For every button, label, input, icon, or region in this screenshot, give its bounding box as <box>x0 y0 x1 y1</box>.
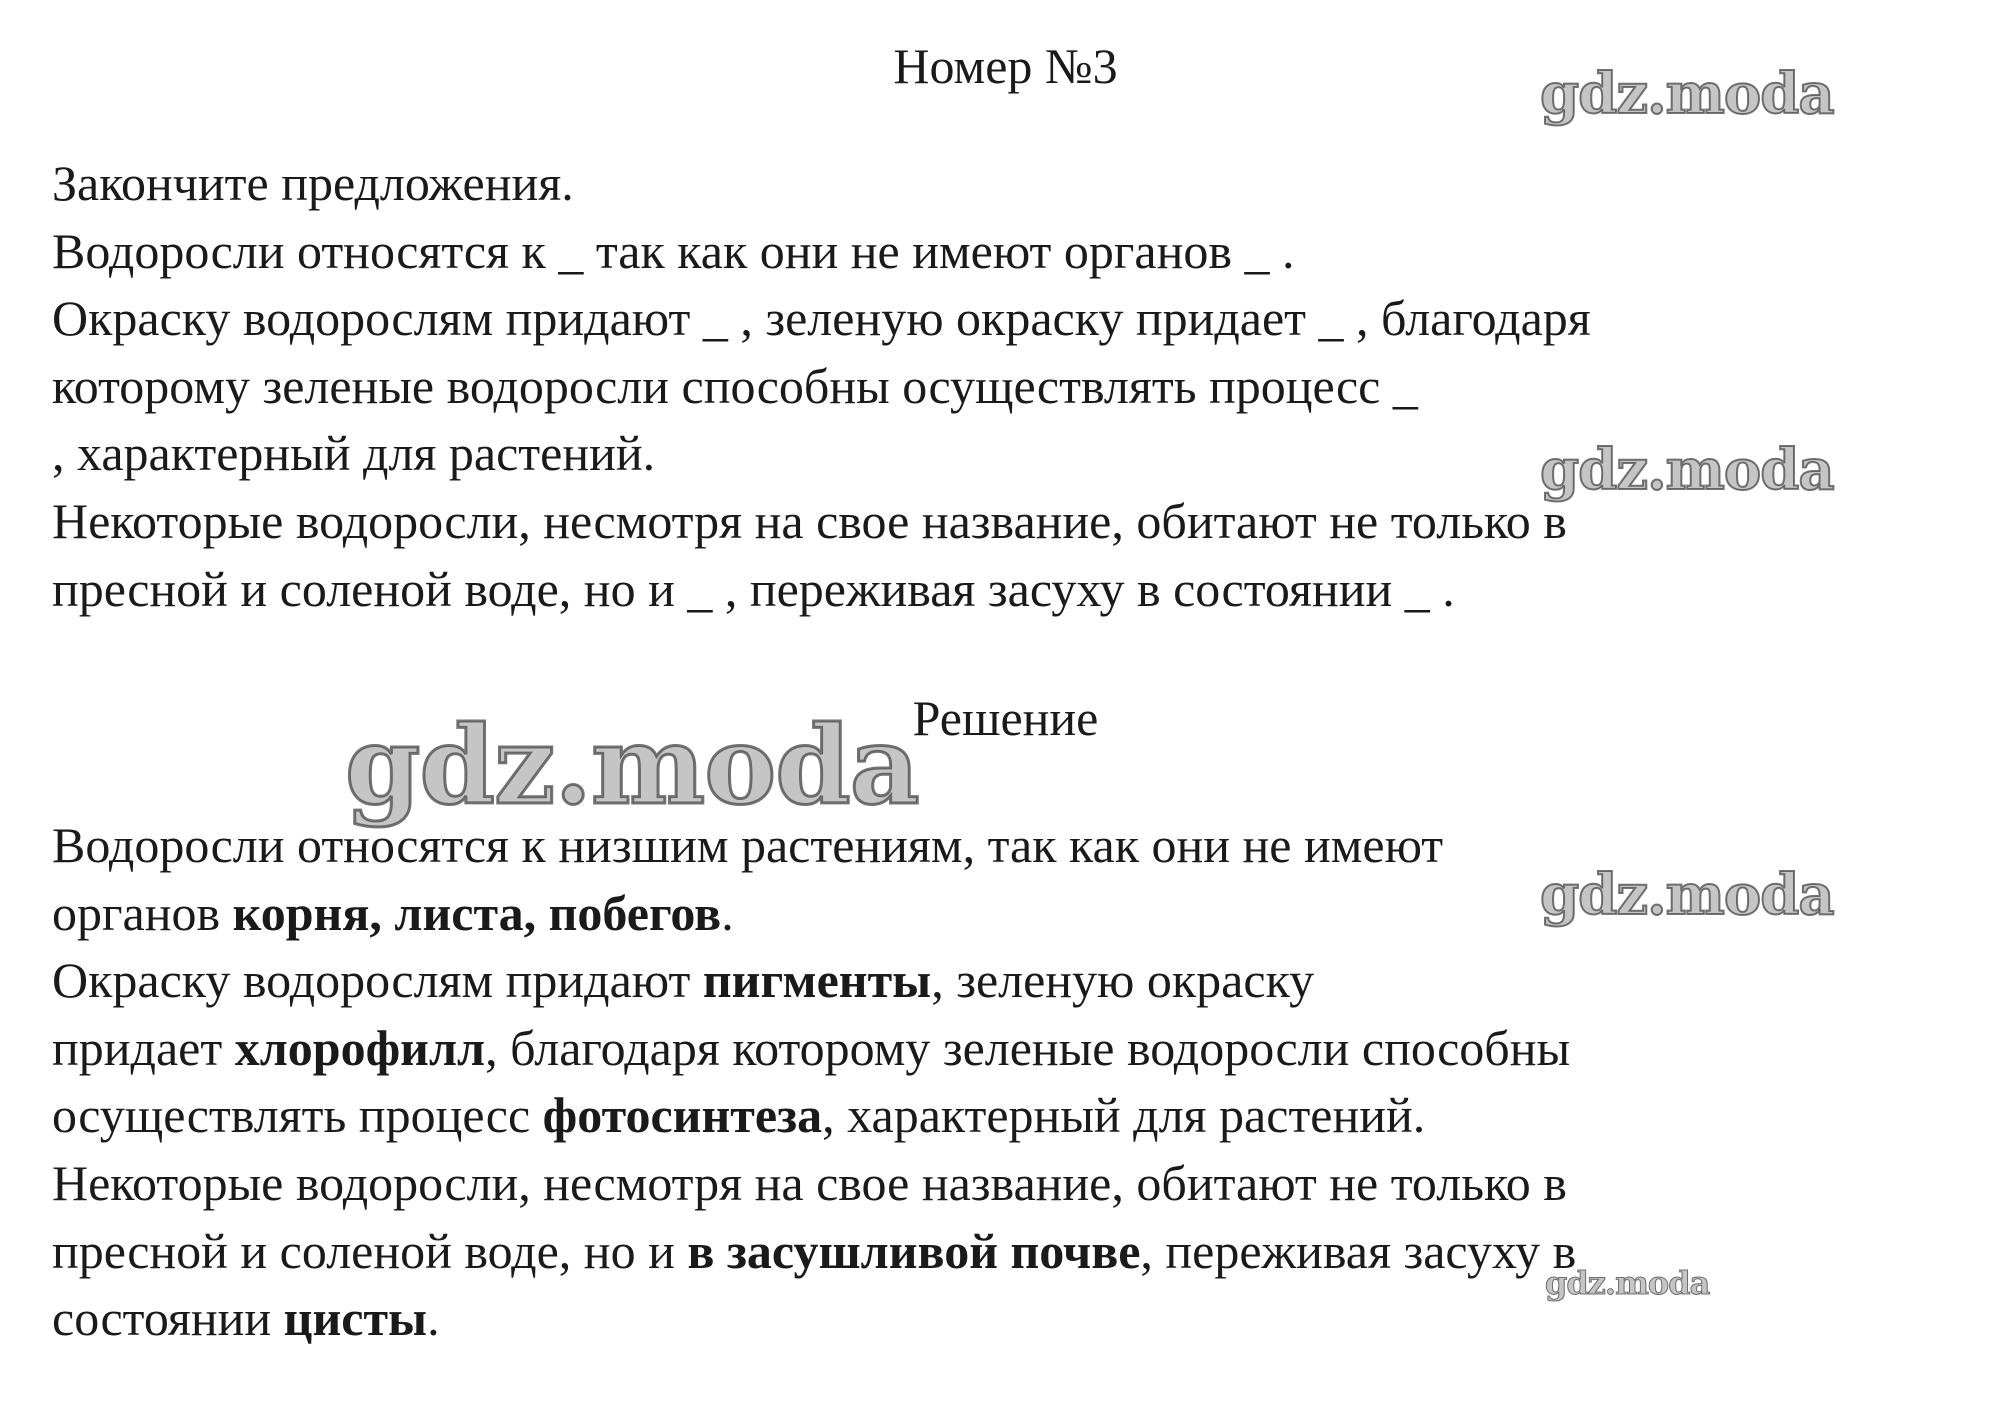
solution-line: Водоросли относятся к низшим растениям, так как они не имеют <box>52 817 1444 873</box>
task-line: Водоросли относятся к _ так как они не имеют органов _ . <box>52 222 1295 279</box>
solution-line <box>52 1082 1972 1150</box>
solution-text-plain: осуществлять процесс <box>52 1087 543 1144</box>
answer-dry-soil: в засушливой почве <box>687 1222 1141 1279</box>
answer-cysts: цисты <box>283 1290 428 1347</box>
solution-line <box>52 880 1972 948</box>
solution-text-plain: пресной и соленой воде, но и <box>52 1222 688 1279</box>
solution-text-plain: , зеленую окраску <box>931 952 1315 1009</box>
solution-line: Некоторые водоросли, несмотря на свое название, обитают не только в <box>52 1154 1567 1211</box>
task-line: Некоторые водоросли, несмотря на свое название, обитают не только в <box>52 492 1567 549</box>
solution-text-plain: . <box>721 884 734 941</box>
task-line: Окраску водорослям придают _ , зеленую окраску придает _ , благодаря <box>52 290 1591 347</box>
solution-text-plain: , характерный для растений. <box>822 1087 1426 1144</box>
answer-chlorophyll: хлорофилл <box>234 1019 486 1076</box>
task-line: Закончите предложения. <box>52 155 574 211</box>
task-line: пресной и соленой воде, но и _ , переживая засуху в состоянии _ . <box>52 560 1455 617</box>
solution-text-plain: , переживая засуху в <box>1140 1222 1577 1279</box>
solution-line <box>52 1015 1972 1083</box>
task-line: , характерный для растений. <box>52 425 656 482</box>
solution-line <box>52 947 1972 1015</box>
task-text <box>52 150 1972 623</box>
watermark-logo: gdz.moda <box>345 703 919 829</box>
solution-text <box>52 812 1972 1353</box>
solution-title: Решение <box>912 690 1099 746</box>
solution-line <box>52 1285 1972 1353</box>
solution-text-plain: . <box>427 1290 440 1347</box>
task-line: которому зеленые водоросли способны осуществлять процесс _ <box>52 357 1418 414</box>
answer-pigments: пигменты <box>702 952 932 1009</box>
watermark-logo: gdz.moda <box>1540 862 1834 928</box>
watermark-logo: gdz.moda <box>1545 1264 1710 1302</box>
solution-text-plain: органов <box>52 884 233 941</box>
watermark-logo: gdz.moda <box>1540 61 1834 127</box>
solution-text-plain: , благодаря которому зеленые водоросли способны <box>485 1019 1571 1076</box>
solution-text-plain: Окраску водорослям придают <box>52 952 703 1009</box>
solution-text-plain: придает <box>52 1019 235 1076</box>
answer-photosynthesis: фотосинтеза <box>542 1087 823 1144</box>
solution-text-plain: состоянии <box>52 1290 284 1347</box>
watermark-logo: gdz.moda <box>1540 437 1834 503</box>
page-title: Номер №3 <box>893 38 1118 94</box>
solution-line <box>52 1218 1972 1286</box>
answer-organs: корня, листа, побегов <box>232 884 722 941</box>
